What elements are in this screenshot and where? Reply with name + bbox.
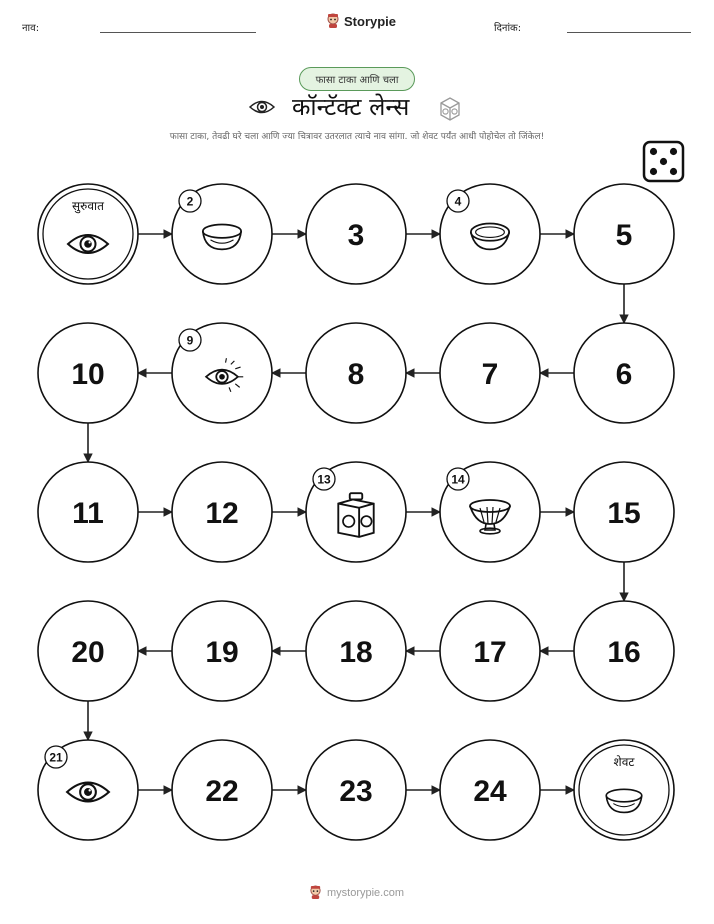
start-label: सुरुवात: [72, 199, 104, 213]
die-pip: [670, 168, 677, 175]
die-pip: [650, 148, 657, 155]
square-number: 16: [607, 636, 641, 669]
square-number: 19: [205, 636, 239, 669]
board-square-10[interactable]: [38, 323, 138, 423]
page-title: कॉन्टॅक्ट लेन्स: [292, 93, 410, 121]
board-square-21[interactable]: [38, 740, 138, 840]
board-square-23[interactable]: [306, 740, 406, 840]
die-pip: [660, 158, 667, 165]
footer-mascot-icon: [309, 885, 322, 900]
board-square-4[interactable]: [440, 184, 540, 284]
finish-label: शेवट: [613, 755, 635, 769]
square-number: 18: [339, 636, 373, 669]
square-number: 11: [72, 497, 104, 530]
board-square-8[interactable]: [306, 323, 406, 423]
footer-url[interactable]: mystorypie.com: [327, 886, 405, 899]
board-square-5[interactable]: [574, 184, 674, 284]
square-number: 9: [186, 333, 194, 348]
square-number: 13: [317, 472, 331, 487]
die-pip: [670, 148, 677, 155]
board-square-20[interactable]: [38, 601, 138, 701]
square-number: 8: [347, 358, 365, 391]
board-square-24[interactable]: [440, 740, 540, 840]
die-pip: [650, 168, 657, 175]
board-square-18[interactable]: [306, 601, 406, 701]
board-square-12[interactable]: [172, 462, 272, 562]
square-number: 7: [481, 358, 499, 391]
board-square-16[interactable]: [574, 601, 674, 701]
board-square-3[interactable]: [306, 184, 406, 284]
board-square-13[interactable]: [306, 462, 406, 562]
square-number: 10: [71, 358, 105, 391]
square-number: 2: [186, 194, 194, 209]
square-number: 14: [451, 472, 465, 487]
date-label: दिनांक:: [494, 23, 522, 34]
square-number: 21: [49, 750, 63, 765]
square-number: 24: [473, 775, 507, 808]
die-icon: [644, 142, 683, 181]
square-number: 5: [615, 219, 633, 252]
finish-square[interactable]: [574, 740, 674, 840]
square-number: 6: [615, 358, 633, 391]
board-square-6[interactable]: [574, 323, 674, 423]
name-label: नाव:: [22, 23, 40, 34]
board-square-15[interactable]: [574, 462, 674, 562]
footer-brand: [309, 885, 404, 900]
square-number: 15: [607, 497, 641, 530]
start-square[interactable]: [38, 184, 138, 284]
square-number: 4: [454, 194, 462, 209]
board-square-9[interactable]: [172, 323, 272, 423]
square-number: 3: [347, 219, 365, 252]
board-square-2[interactable]: [172, 184, 272, 284]
game-type-badge: फासा टाका आणि चला: [299, 67, 415, 91]
brand-name: Storypie: [344, 13, 397, 29]
board-square-7[interactable]: [440, 323, 540, 423]
instructions-text: फासा टाका, तेवढी घरे चला आणि ज्या चित्रावर उतरलात त्याचे नाव सांगा. जो शेवट पर्यंत आधी पोहोचेल तो जिंकेल!: [169, 132, 545, 142]
board-square-19[interactable]: [172, 601, 272, 701]
square-number: 23: [339, 775, 373, 808]
board-square-14[interactable]: [440, 462, 540, 562]
square-number: 12: [205, 497, 239, 530]
square-number: 22: [205, 775, 239, 808]
board-square-22[interactable]: [172, 740, 272, 840]
board-square-17[interactable]: [440, 601, 540, 701]
square-number: 17: [473, 636, 507, 669]
square-number: 20: [71, 636, 105, 669]
board-square-11[interactable]: [38, 462, 138, 562]
